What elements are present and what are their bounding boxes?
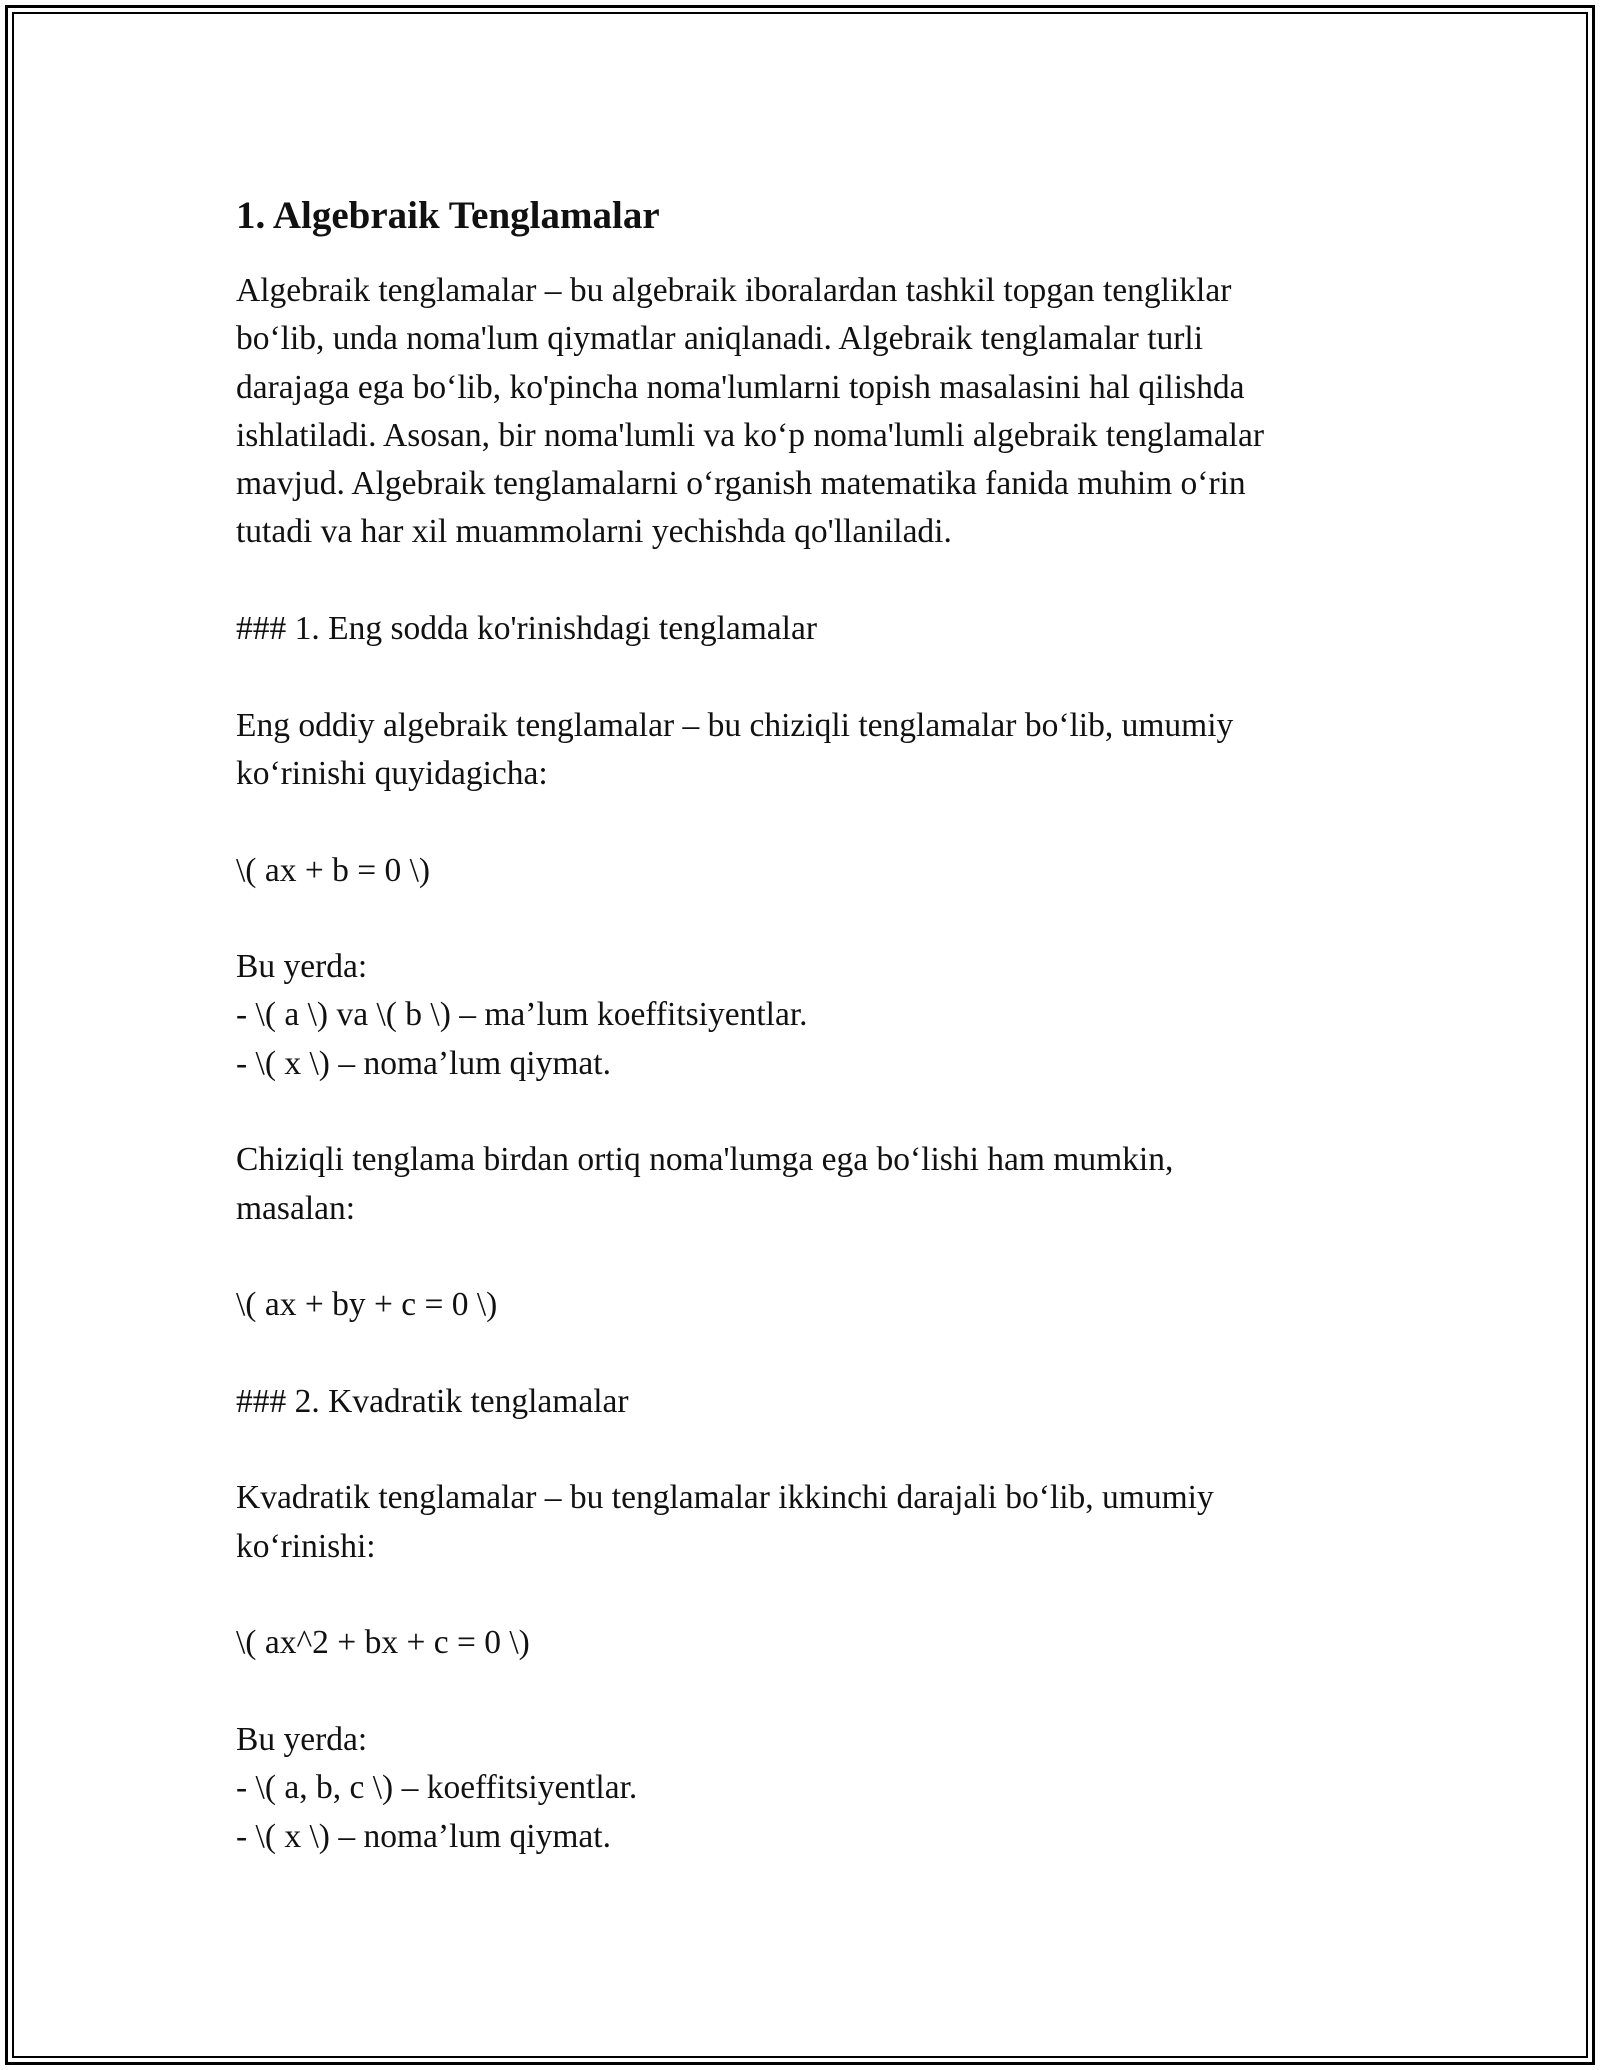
where-label: Bu yerda:	[236, 1720, 368, 1758]
list-item: - \( x \) – noma’lum qiymat.	[236, 1817, 611, 1855]
document-title: 1. Algebraik Tenglamalar	[236, 194, 660, 237]
section2-where-block	[236, 1716, 1386, 1861]
document-body	[236, 180, 1386, 1909]
section1-multivariable-note	[236, 1136, 1386, 1233]
text-line: Kvadratik tenglamalar – bu tenglamalar ikkinchi darajali bo‘lib, umumiy	[236, 1479, 1214, 1517]
section2-description	[236, 1474, 1386, 1571]
text-line: darajaga ega bo‘lib, ko'pincha noma'lumlarni topish masalasini hal qilishda	[236, 368, 1245, 406]
text-line: Eng oddiy algebraik tenglamalar – bu chiziqli tenglamalar bo‘lib, umumiy	[236, 706, 1234, 744]
intro-paragraph	[236, 267, 1386, 557]
section1-where-block	[236, 943, 1386, 1088]
text-line: bo‘lib, unda noma'lum qiymatlar aniqlanadi. Algebraik tenglamalar turli	[236, 320, 1204, 358]
text-line: ko‘rinishi:	[236, 1527, 376, 1565]
section1-description	[236, 702, 1386, 799]
section2-heading: ### 2. Kvadratik tenglamalar	[236, 1382, 629, 1420]
text-line: tutadi va har xil muammolarni yechishda qo'llaniladi.	[236, 513, 952, 551]
section2-formula: \( ax^2 + bx + c = 0 \)	[236, 1624, 530, 1662]
list-item: - \( x \) – noma’lum qiymat.	[236, 1044, 611, 1082]
section1-formula: \( ax + b = 0 \)	[236, 851, 431, 889]
text-line: mavjud. Algebraik tenglamalarni o‘rganish matematika fanida muhim o‘rin	[236, 465, 1246, 503]
list-item: - \( a \) va \( b \) – ma’lum koeffitsiyentlar.	[236, 996, 808, 1034]
text-line: Algebraik tenglamalar – bu algebraik iboralardan tashkil topgan tengliklar	[236, 272, 1232, 309]
list-item: - \( a, b, c \) – koeffitsiyentlar.	[236, 1769, 638, 1807]
text-line: Chiziqli tenglama birdan ortiq noma'lumga ega bo‘lishi ham mumkin,	[236, 1141, 1174, 1179]
text-line: ko‘rinishi quyidagicha:	[236, 754, 548, 792]
text-line: masalan:	[236, 1189, 356, 1227]
section1-formula2: \( ax + by + c = 0 \)	[236, 1286, 498, 1324]
section1-heading: ### 1. Eng sodda ko'rinishdagi tenglamalar	[236, 610, 817, 648]
text-line: ishlatiladi. Asosan, bir noma'lumli va ko‘p noma'lumli algebraik tenglamalar	[236, 416, 1265, 454]
where-label: Bu yerda:	[236, 948, 368, 986]
